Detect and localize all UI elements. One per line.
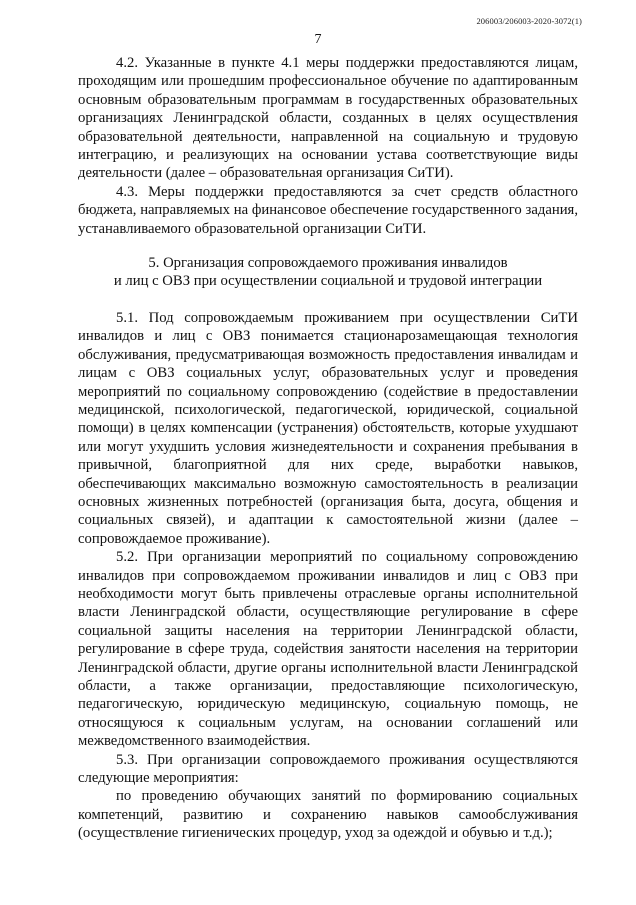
section-5-heading [78, 254, 578, 291]
section-5-heading-line-2: и лиц с ОВЗ при осуществлении социальной и трудовой интеграции [113, 273, 543, 290]
paragraph-5-3: 5.3. При организации сопровождаемого проживания осуществляются следующие мероприятия: [78, 751, 578, 787]
paragraph-5-3-item-1: по проведению обучающих занятий по формированию социальных компетенций, развитию и сохранению навыков самообслуживания (осуществление гигиенических процедур, уход за одеждой и обувью и т.д.); [78, 788, 578, 842]
document-code: 206003/206003-2020-3072(1) [476, 16, 582, 26]
paragraph-4-3: 4.3. Меры поддержки предоставляются за счет средств областного бюджета, направляемых на финансовое обеспечение государственного задания, устанавливаемого образовательной организации СиТИ. [78, 183, 578, 237]
paragraph-5-2: 5.2. При организации мероприятий по социальному сопровождению инвалидов при сопровождаемом проживании инвалидов и лиц с ОВЗ при необходимости могут быть привлечены отраслевые органы исполнительной власти Ленинградской области, осуществляющие регулирование в сфере социальной защиты населения на территории Ленинградской области, регулирование в сфере труда, содействия занятости населения на территории Ленинградской области, другие органы исполнительной власти Ленинградской области, а также организации, предоставляющие психологическую, педагогическую, юридическую медицинскую, социальную помощь, не относящуюся к социальным услугам, на основании соглашений или межведомственного взаимодействия. [78, 549, 578, 750]
document-body [78, 54, 578, 843]
page-number: 7 [314, 32, 322, 47]
paragraph-5-1: 5.1. Под сопровождаемым проживанием при осуществлении СиТИ инвалидов и лиц с ОВЗ понимается стационарозамещающая технология обслуживания, предусматривающая возможность предоставления инвалидам и лицам с ОВЗ социальных услуг, образовательных услуг и проведения мероприятий по социальному сопровождению (содействие в предоставлении медицинской, психологической, педагогической, юридической, социальной помощи) в целях компенсации (устранения) обстоятельств, которые ухудшают или могут ухудшить условия жизнедеятельности и сохранения пребывания в привычной, благоприятной для них среде, выработки навыков, обеспечивающих максимально возможную самостоятельность в реализации основных жизненных потребностей (организация быта, досуга, общения и социальных связей), и адаптации к самостоятельной жизни (далее – сопровождаемое проживание). [78, 309, 578, 547]
paragraph-4-2: 4.2. Указанные в пункте 4.1 меры поддержки предоставляются лицам, проходящим или прошедшим профессиональное обучение по адаптированным основным образовательным программам в государственных образовательных организациях Ленинградской области, созданных в целях осуществления образовательной деятельности, направленной на социальную и трудовую интеграцию, и реализующих на основании устава соответствующие виды деятельности (далее – образовательная организация СиТИ). [78, 55, 578, 182]
section-5-heading-line-1: 5. Организация сопровождаемого проживания инвалидов [148, 255, 508, 272]
